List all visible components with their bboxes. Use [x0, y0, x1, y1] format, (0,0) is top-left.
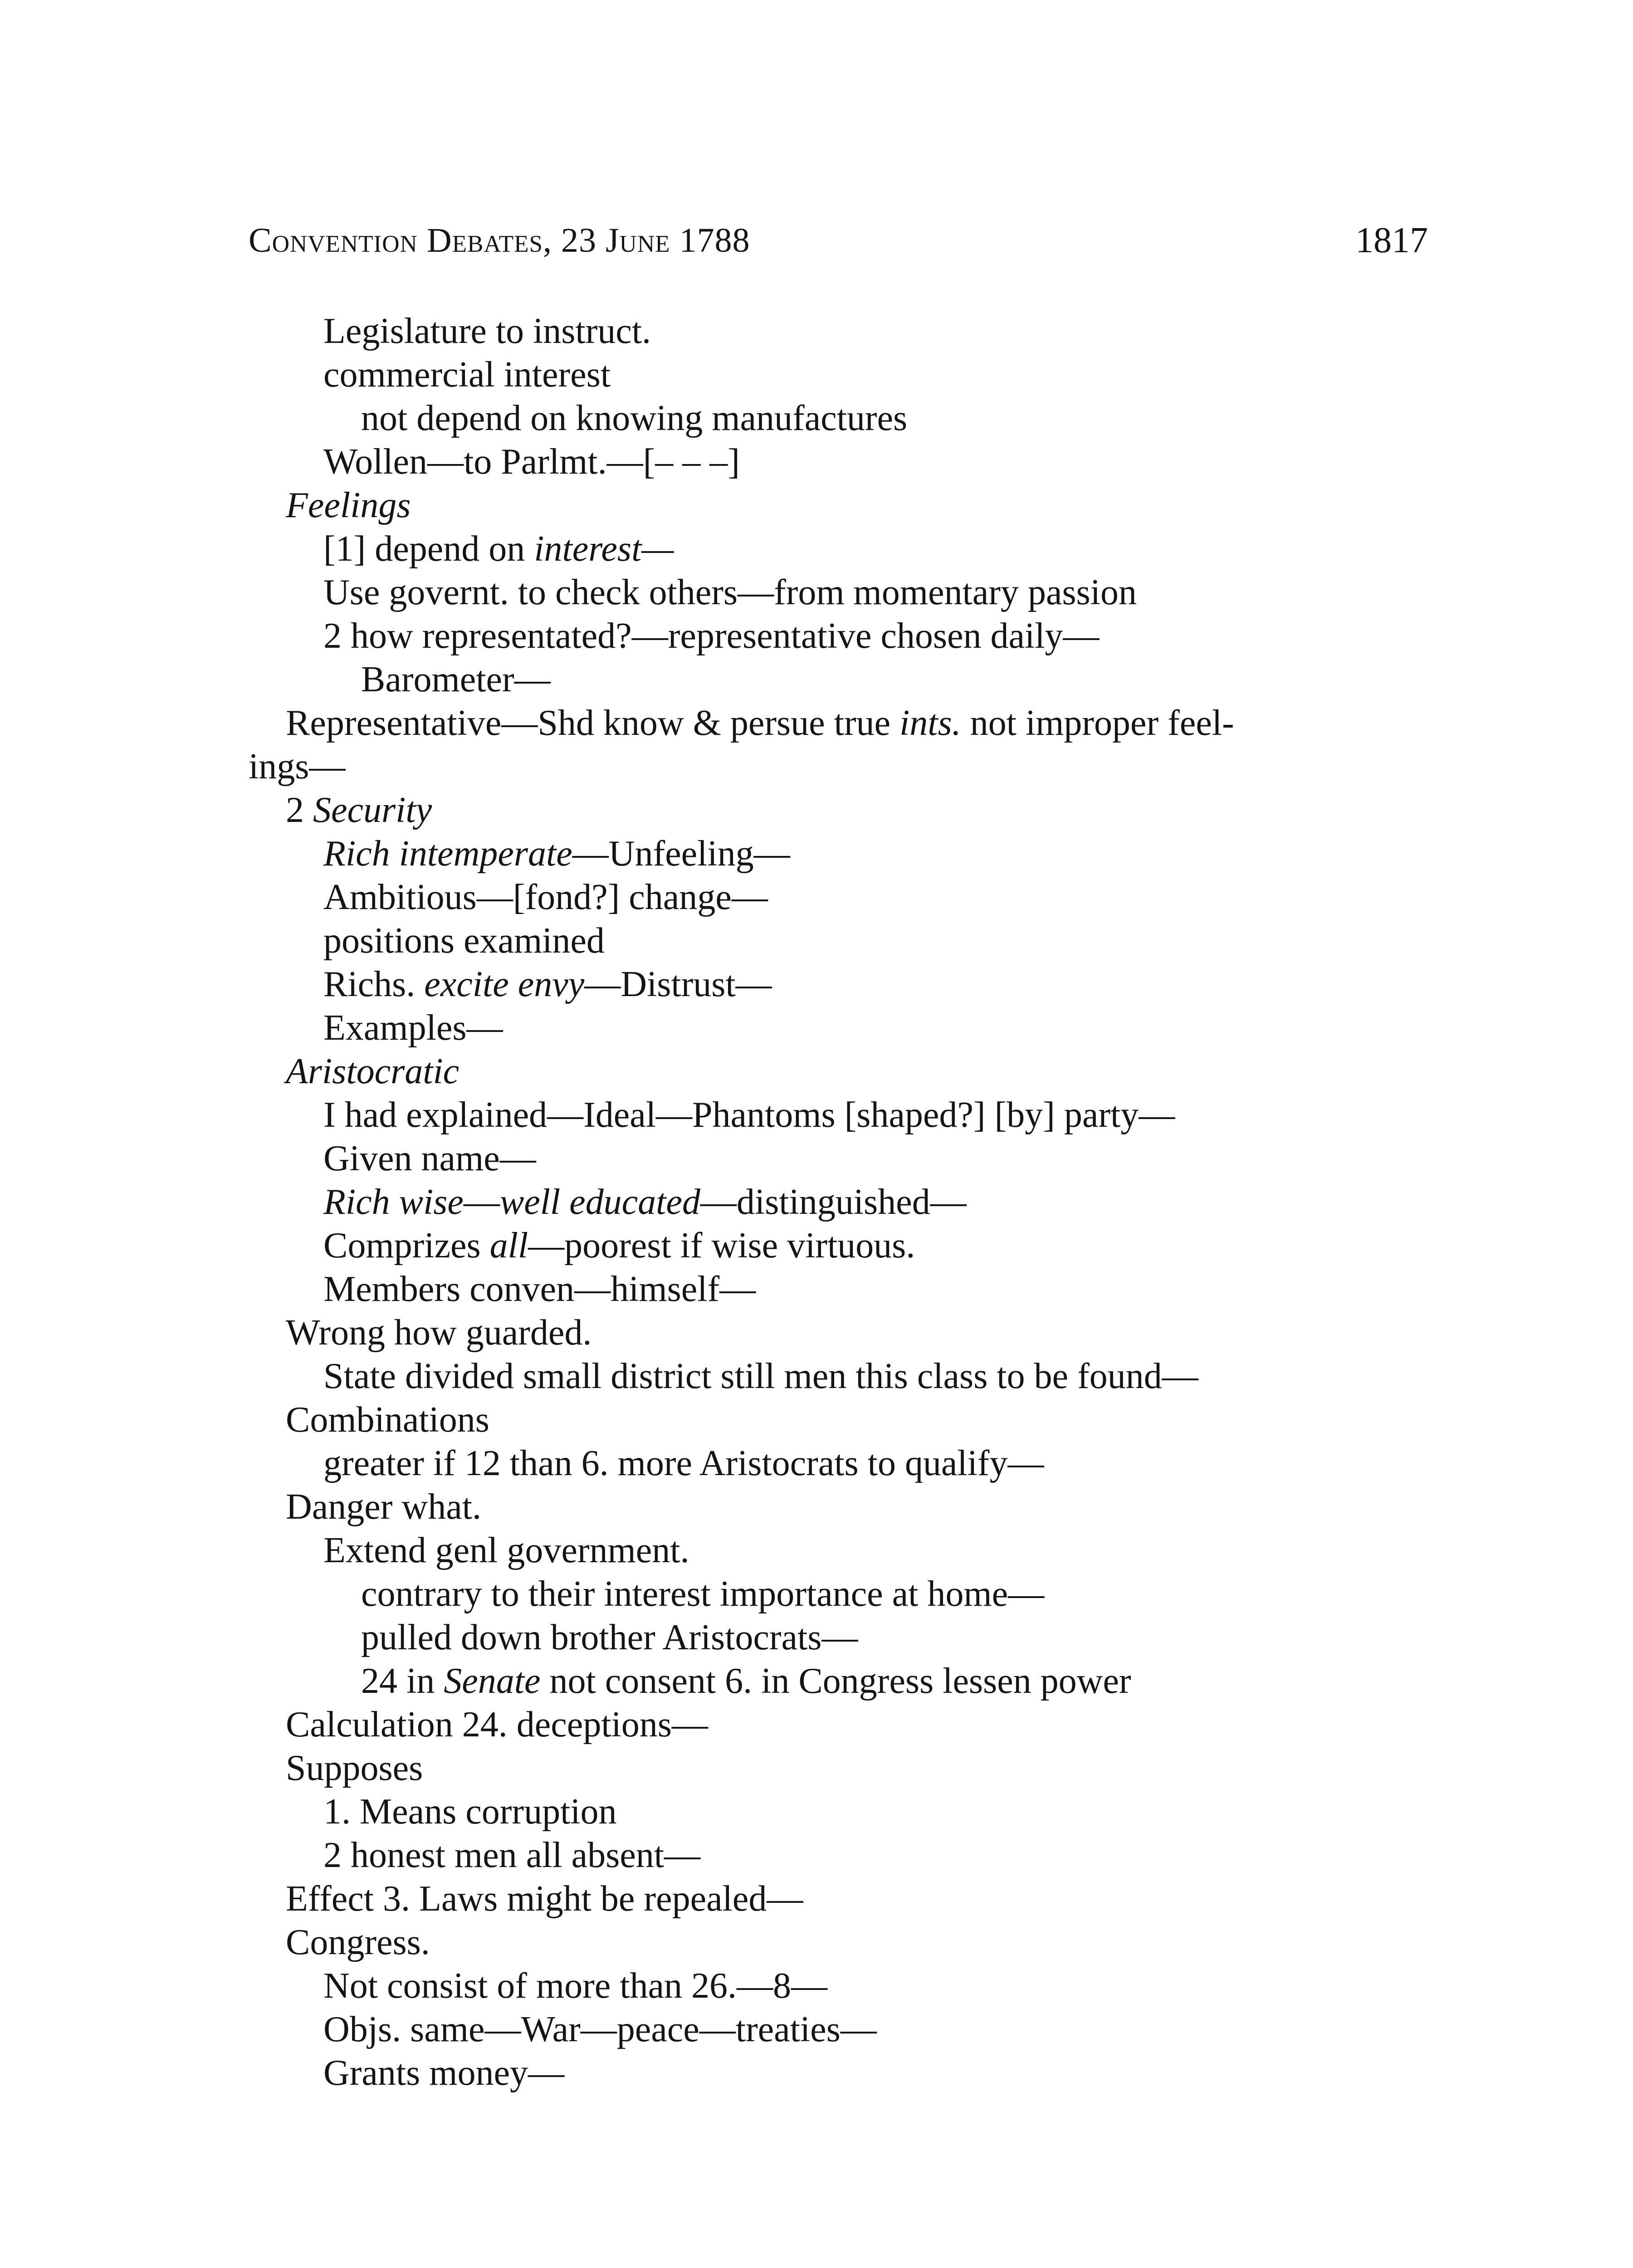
note-line: Danger what.	[286, 1487, 481, 1527]
note-line: Not consist of more than 26.—8—	[323, 1966, 827, 2006]
note-text: Richs.	[323, 964, 425, 1004]
note-line: 2 honest men all absent—	[323, 1835, 700, 1875]
note-line: 1. Means corruption	[323, 1792, 617, 1832]
note-text-italic: excite envy	[424, 964, 585, 1004]
note-text: 2	[286, 790, 313, 830]
note-line: Calculation 24. deceptions—	[286, 1705, 708, 1745]
note-line: Congress.	[286, 1922, 430, 1962]
note-text: —	[463, 1182, 500, 1222]
note-line: 2 how representated?—representative chosen daily—	[323, 616, 1100, 656]
note-text: Representative—Shd know & persue true	[286, 703, 900, 743]
note-line	[361, 1658, 1131, 1704]
note-text-italic: ints.	[900, 703, 961, 743]
note-line: Effect 3. Laws might be repealed—	[286, 1879, 803, 1919]
note-text-italic: all	[489, 1226, 528, 1266]
note-line: Supposes	[286, 1748, 423, 1788]
note-line	[286, 700, 1428, 746]
note-text-italic: Security	[313, 790, 432, 830]
note-line	[323, 962, 772, 1007]
note-line: greater if 12 than 6. more Aristocrats to qualify—	[323, 1443, 1044, 1483]
note-heading: Aristocratic	[286, 1051, 460, 1091]
note-heading	[286, 787, 432, 833]
note-text-italic: interest—	[534, 529, 674, 569]
note-text: —Distrust—	[584, 964, 772, 1004]
note-text-italic: well educated	[499, 1182, 700, 1222]
note-line: Ambitious—[fond?] change—	[323, 877, 768, 917]
note-text: [1] depend on	[323, 529, 534, 569]
note-text: not improper feel-	[961, 703, 1234, 743]
note-line: Grants money—	[323, 2053, 565, 2093]
note-line: contrary to their interest importance at home—	[361, 1574, 1045, 1614]
note-line: Members conven—himself—	[323, 1269, 756, 1309]
note-line: positions examined	[323, 921, 605, 961]
note-line: Examples—	[323, 1008, 503, 1048]
note-text: —poorest if wise virtuous.	[528, 1226, 915, 1266]
note-line: commercial interest	[323, 355, 611, 395]
note-text-italic: Senate	[444, 1661, 541, 1701]
note-line	[323, 831, 790, 876]
note-line: Use governt. to check others—from momentary passion	[323, 572, 1137, 612]
note-text: not consent 6. in Congress lessen power	[540, 1661, 1131, 1701]
note-text: 24 in	[361, 1661, 444, 1701]
note-line: Given name—	[323, 1139, 536, 1178]
note-line: Wollen—to Parlmt.—[– – –]	[323, 442, 740, 482]
note-text-italic: Rich intemperate	[323, 834, 572, 874]
note-line: Objs. same—War—peace—treaties—	[323, 2009, 877, 2049]
note-line	[323, 1223, 915, 1268]
note-line	[323, 526, 674, 572]
note-line: Extend genl government.	[323, 1530, 689, 1570]
note-line: not depend on knowing manufactures	[361, 398, 908, 438]
note-line	[323, 1179, 967, 1225]
note-text: —Unfeeling—	[572, 834, 790, 874]
note-text: Comprizes	[323, 1226, 490, 1266]
note-text: —distinguished—	[700, 1182, 967, 1222]
page-number: 1817	[1355, 220, 1428, 260]
note-line: pulled down brother Aristocrats—	[361, 1618, 858, 1657]
note-text-italic: Rich wise	[323, 1182, 464, 1222]
note-line: ings—	[249, 747, 346, 787]
note-line: I had explained—Ideal—Phantoms [shaped?] [by] party—	[323, 1095, 1175, 1135]
note-heading: Feelings	[286, 485, 411, 525]
note-line: Barometer—	[361, 660, 551, 699]
note-line: State divided small district still men this class to be found—	[323, 1356, 1198, 1396]
note-line: Wrong how guarded.	[286, 1313, 592, 1353]
note-line: Combinations	[286, 1400, 489, 1440]
running-head-title: Convention Debates, 23 June 1788	[249, 221, 750, 259]
note-line: Legislature to instruct.	[323, 311, 651, 351]
